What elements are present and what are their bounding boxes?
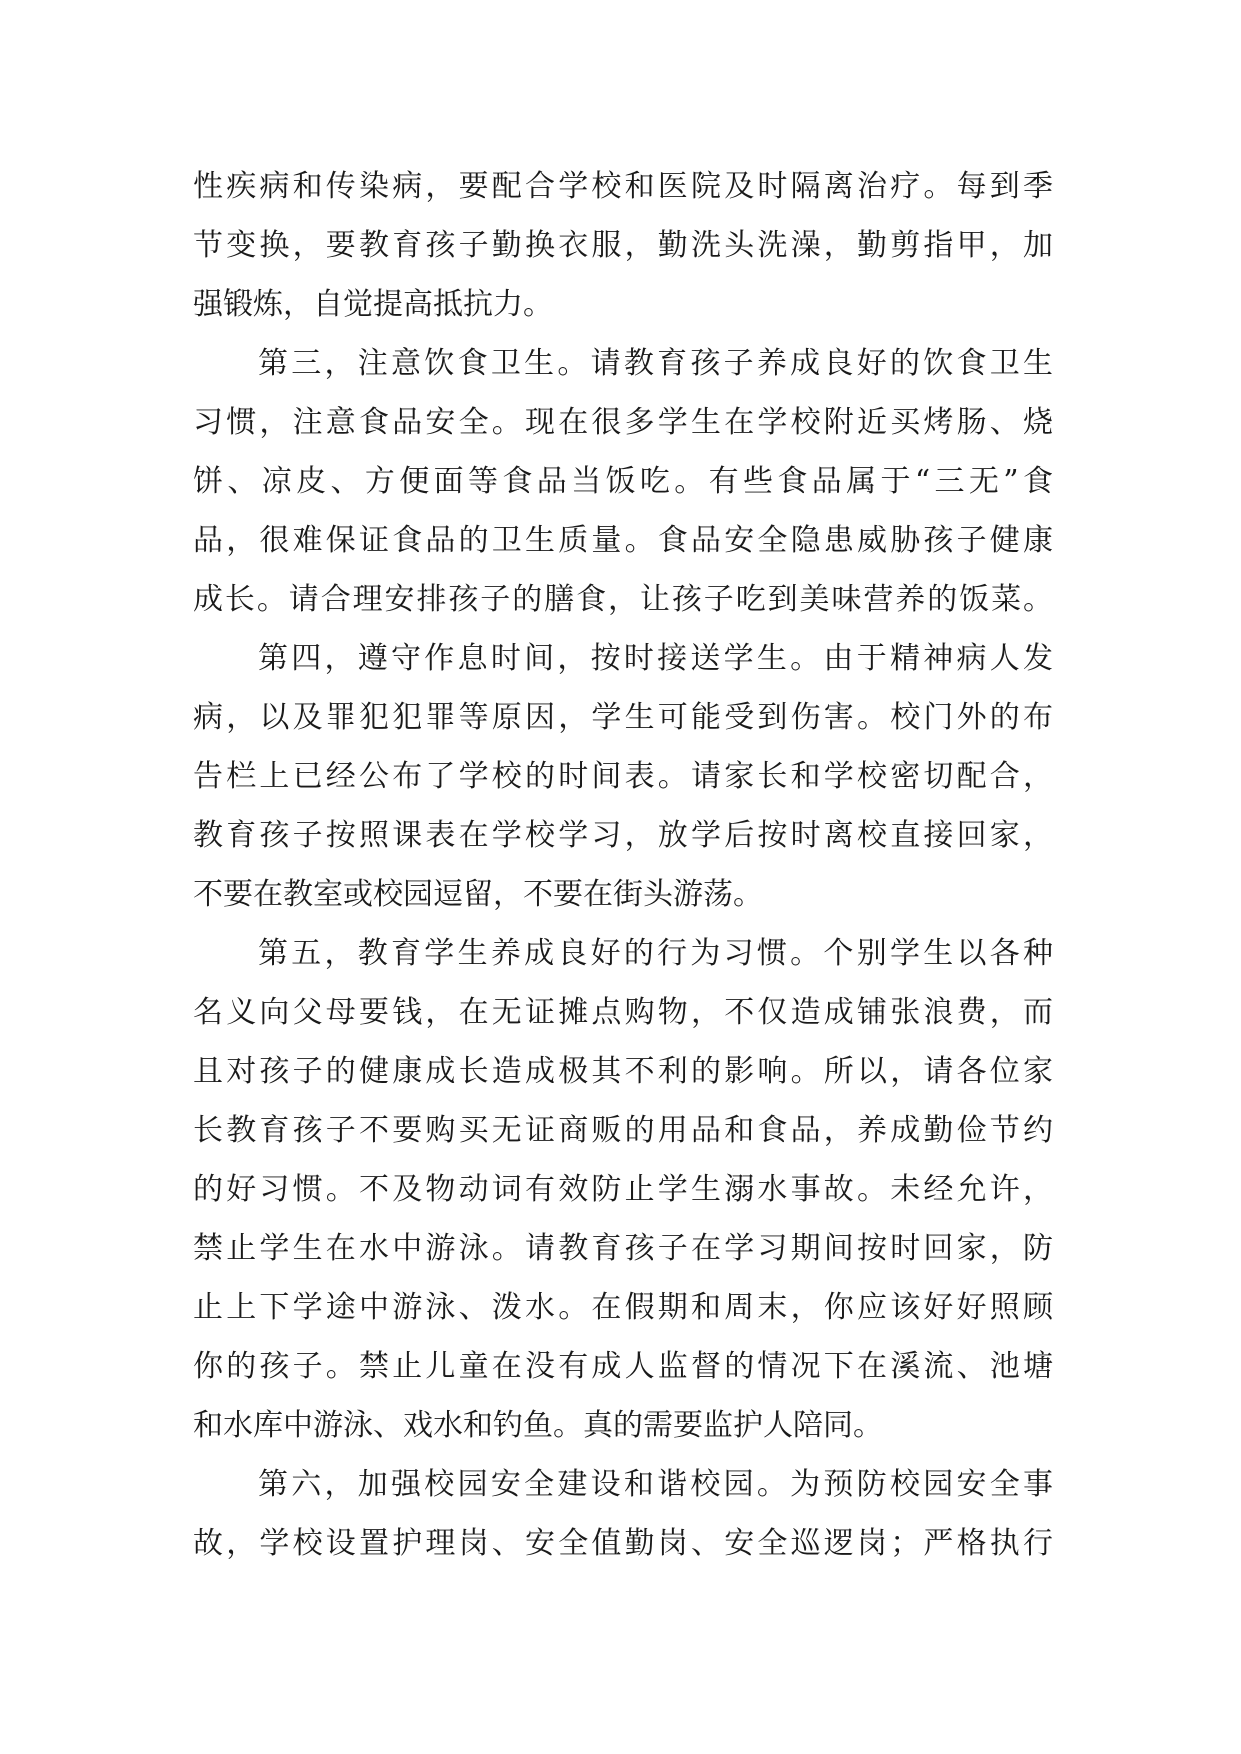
text-line: 的好习惯。不及物动词有效防止学生溺水事故。未经允许， — [193, 1172, 1053, 1207]
text-line: 性疾病和传染病，要配合学校和医院及时隔离治疗。每到季 — [193, 169, 1053, 204]
text-line: 强锻炼，自觉提高抵抗力。 — [193, 287, 553, 322]
text-line: 第四，遵守作息时间，按时接送学生。由于精神病人发 — [258, 641, 1053, 676]
text-line: 禁止学生在水中游泳。请教育孩子在学习期间按时回家，防 — [193, 1231, 1053, 1266]
paragraph-behavior — [193, 924, 1053, 1455]
text-line: 故，学校设置护理岗、安全值勤岗、安全巡逻岗；严格执行 — [193, 1526, 1053, 1561]
document-page — [193, 157, 1053, 1573]
text-line: 教育孩子按照课表在学校学习，放学后按时离校直接回家， — [193, 818, 1053, 853]
paragraph-schedule — [193, 629, 1053, 924]
text-line: 和水库中游泳、戏水和钓鱼。真的需要监护人陪同。 — [193, 1408, 883, 1443]
text-line: 名义向父母要钱，在无证摊点购物，不仅造成铺张浪费，而 — [193, 995, 1053, 1030]
text-line: 告栏上已经公布了学校的时间表。请家长和学校密切配合， — [193, 759, 1053, 794]
text-line: 第六，加强校园安全建设和谐校园。为预防校园安全事 — [258, 1467, 1053, 1502]
text-line: 饼、凉皮、方便面等食品当饭吃。有些食品属于“三无”食 — [193, 464, 1053, 499]
paragraph-continuation — [193, 157, 1053, 334]
text-line: 成长。请合理安排孩子的膳食，让孩子吃到美味营养的饭菜。 — [193, 582, 1053, 617]
text-line: 长教育孩子不要购买无证商贩的用品和食品，养成勤俭节约 — [193, 1113, 1053, 1148]
text-line: 节变换，要教育孩子勤换衣服，勤洗头洗澡，勤剪指甲，加 — [193, 228, 1053, 263]
text-line: 止上下学途中游泳、泼水。在假期和周末，你应该好好照顾 — [193, 1290, 1053, 1325]
text-line: 且对孩子的健康成长造成极其不利的影响。所以，请各位家 — [193, 1054, 1053, 1089]
text-line: 习惯，注意食品安全。现在很多学生在学校附近买烤肠、烧 — [193, 405, 1053, 440]
paragraph-food-hygiene — [193, 334, 1053, 629]
text-line: 你的孩子。禁止儿童在没有成人监督的情况下在溪流、池塘 — [193, 1349, 1053, 1384]
text-line: 第五，教育学生养成良好的行为习惯。个别学生以各种 — [258, 936, 1053, 971]
text-line: 病，以及罪犯犯罪等原因，学生可能受到伤害。校门外的布 — [193, 700, 1053, 735]
text-line: 第三，注意饮食卫生。请教育孩子养成良好的饮食卫生 — [258, 346, 1053, 381]
text-line: 不要在教室或校园逗留，不要在街头游荡。 — [193, 877, 763, 912]
paragraph-campus-safety — [193, 1455, 1053, 1573]
text-line: 品，很难保证食品的卫生质量。食品安全隐患威胁孩子健康 — [193, 523, 1053, 558]
